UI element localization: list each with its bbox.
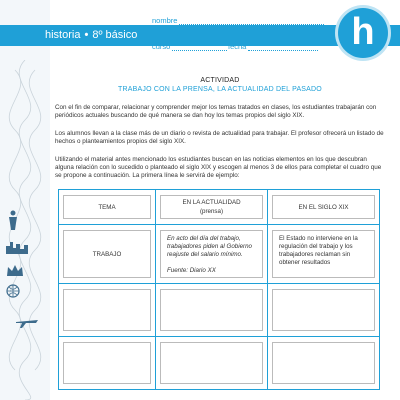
logo-h: h (338, 8, 388, 58)
header-actualidad (156, 190, 268, 225)
header-prensa-label: (prensa) (199, 208, 224, 215)
empty-cell[interactable] (268, 284, 380, 337)
table-header-row (59, 190, 380, 225)
header-tema (59, 190, 156, 225)
crown-icon (6, 264, 24, 278)
swirl-decoration (0, 60, 50, 400)
separator-dot: • (84, 29, 89, 41)
empty-cell[interactable] (156, 284, 268, 337)
subject-name: historia (45, 29, 81, 41)
date-line (248, 42, 318, 51)
paragraph-instructions: Utilizando el material antes mencionado los estudiantes buscan en las noticias elementos en los que descubran alguna relación con lo sucedido o planteado el siglo XIX y escogen al menos 3 de ellos para completar el cuadro que se propone a continuación. La primera línea le servirá de ejemplo: (55, 156, 382, 179)
date-field[interactable] (228, 42, 318, 51)
paragraph-intro: Con el fin de comparar, relacionar y comprender mejor los temas tratados en clases, los estudiantes trabajarán con periódicos actuales buscando de qué manera se dan hoy los temas propios del siglo XIX. (55, 104, 377, 119)
name-label: nombre (152, 16, 178, 25)
example-actualidad: En acto del día del trabajo, trabajadores piden al Gobierno reajuste del salario mínimo. (167, 235, 252, 258)
empty-cell[interactable] (156, 337, 268, 390)
comparison-table (58, 189, 380, 390)
table-row (59, 337, 380, 390)
city-icon (6, 240, 30, 254)
header-siglo (268, 190, 380, 225)
paragraph-materials: Los alumnos llevan a la clase más de un diario o revista de actualidad para trabajar. El profesor ofrecerá un listado de hechos o planteamientos propios del siglo XIX. (55, 130, 384, 145)
cell-tema[interactable] (59, 225, 156, 284)
table-row (59, 225, 380, 284)
name-line (179, 16, 324, 25)
empty-cell[interactable] (268, 337, 380, 390)
cell-siglo[interactable] (268, 225, 380, 284)
course-label: curso (152, 42, 171, 51)
example-siglo: El Estado no interviene en la regulación del trabajo y los trabajadores reclaman sin obtener resultados (279, 235, 358, 266)
subject-label (45, 28, 137, 42)
example-fuente: Fuente: Diario XX (167, 267, 216, 274)
date-label: fecha (228, 42, 247, 51)
header-siglo-label: EN EL SIGLO XIX (298, 203, 349, 211)
airplane-icon (16, 316, 38, 328)
header-actualidad-label: EN LA ACTUALIDAD (182, 199, 241, 206)
example-tema: TRABAJO (92, 250, 122, 258)
sidebar-decoration (0, 0, 50, 400)
course-line (172, 42, 227, 51)
cell-actualidad[interactable] (156, 225, 268, 284)
globe-icon (6, 284, 20, 298)
person-icon (6, 210, 20, 230)
activity-subtitle: TRABAJO CON LA PRENSA, LA ACTUALIDAD DEL PASADO (118, 86, 322, 93)
table-row (59, 284, 380, 337)
header-tema-label: TEMA (98, 203, 116, 211)
empty-cell[interactable] (59, 337, 156, 390)
course-field[interactable] (152, 42, 227, 51)
empty-cell[interactable] (59, 284, 156, 337)
activity-title: ACTIVIDAD (200, 77, 240, 84)
grade-label: 8º básico (92, 29, 138, 41)
name-field[interactable] (152, 16, 324, 25)
